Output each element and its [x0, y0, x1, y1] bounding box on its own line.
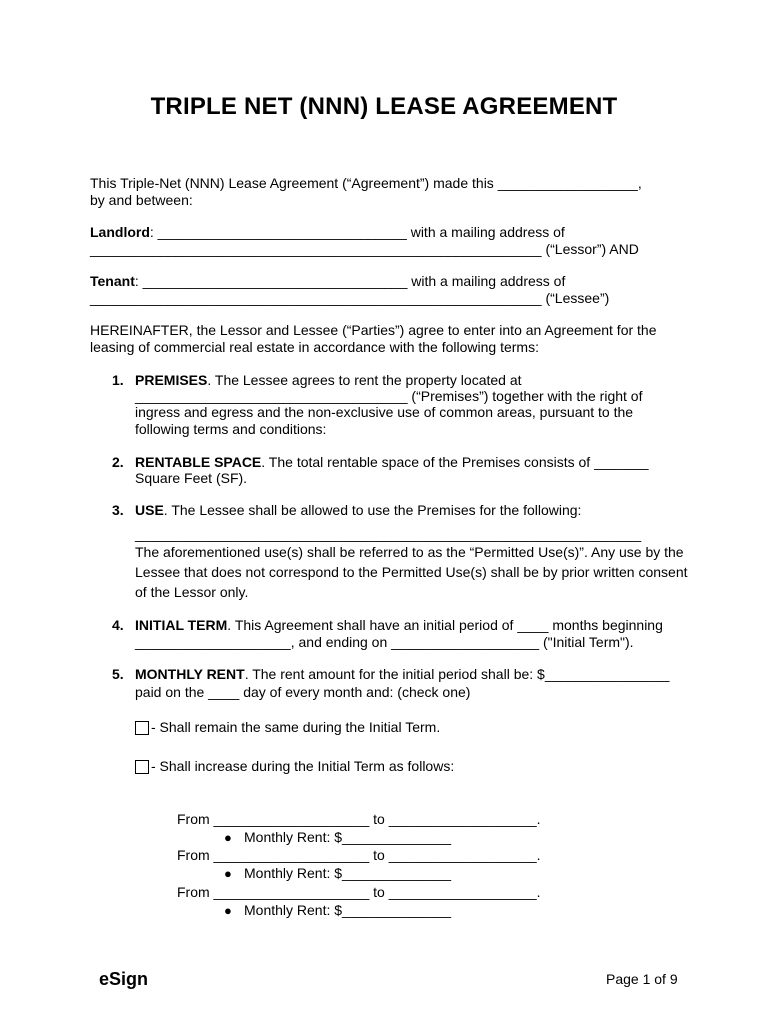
section-4-heading: INITIAL TERM	[135, 617, 228, 633]
bullet-icon: ●	[224, 903, 232, 918]
landlord-address-field: __________________________________________________________ (“Lessor”) AND	[90, 241, 639, 257]
section-2-line-2: Square Feet (SF).	[135, 470, 248, 486]
section-5-line-2: paid on the ____ day of every month and: (check one)	[135, 684, 471, 700]
landlord-line-1	[90, 224, 565, 241]
section-1-line-1: PREMISES. The Lessee agrees to rent the property located at	[135, 372, 522, 388]
section-3-heading: USE	[135, 502, 164, 518]
section-1-line-3: ingress and egress and the non-exclusive use of common areas, pursuant to the	[135, 404, 634, 420]
tenant-address-field: __________________________________________________________ (“Lessee”)	[90, 290, 610, 306]
increase-checkbox[interactable]	[135, 760, 149, 774]
section-2-number: 2.	[112, 454, 124, 470]
section-3-line-3: The aforementioned use(s) shall be referred to as the “Permitted Use(s)”. Any use by the	[135, 544, 684, 560]
tenant-line-1	[90, 273, 565, 290]
document-title: TRIPLE NET (NNN) LEASE AGREEMENT	[150, 93, 618, 120]
tenant-label: Tenant	[90, 273, 135, 289]
section-1-heading: PREMISES	[135, 372, 208, 388]
esign-logo: eSign	[99, 969, 149, 989]
remain-same-label: - Shall remain the same during the Initial Term.	[151, 719, 441, 735]
section-2-heading: RENTABLE SPACE	[135, 454, 262, 470]
section-3-line-4: Lessee that does not correspond to the Permitted Use(s) shall be by prior written consent	[135, 564, 688, 580]
section-5-number: 5.	[112, 666, 124, 682]
schedule-from-row-2: From ____________________ to ___________________.	[177, 847, 541, 863]
schedule-from-row-3: From ____________________ to ___________________.	[177, 884, 541, 900]
schedule-rent-row-1: Monthly Rent: $______________	[244, 829, 452, 845]
section-3-line-5: of the Lessor only.	[135, 584, 249, 600]
hereinafter-line-1: HEREINAFTER, the Lessor and Lessee (“Parties”) agree to enter into an Agreement for the	[90, 322, 657, 338]
section-5-line-1: MONTHLY RENT. The rent amount for the initial period shall be: $________________	[135, 666, 670, 682]
section-4-line-2: ____________________, and ending on ___________________ ("Initial Term").	[135, 634, 634, 650]
section-1-line-4: following terms and conditions:	[135, 421, 327, 437]
section-4-number: 4.	[112, 617, 124, 633]
intro-line-2: by and between:	[90, 192, 193, 208]
bullet-icon: ●	[224, 866, 232, 881]
landlord-name-field: : ________________________________ with a mailing address of	[149, 224, 565, 240]
tenant-name-field: : __________________________________ with a mailing address of	[134, 273, 566, 289]
landlord-label: Landlord	[90, 224, 150, 240]
bullet-icon: ●	[224, 830, 232, 845]
section-3-number: 3.	[112, 502, 124, 518]
schedule-rent-row-2: Monthly Rent: $______________	[244, 865, 452, 881]
section-3-use-field: _________________________________________________________________	[135, 526, 642, 542]
schedule-from-row-1: From ____________________ to ___________________.	[177, 811, 541, 827]
section-4-line-1: INITIAL TERM. This Agreement shall have an initial period of ____ months beginning	[135, 617, 663, 633]
section-5-heading: MONTHLY RENT	[135, 666, 245, 682]
section-1-number: 1.	[112, 372, 124, 388]
hereinafter-line-2: leasing of commercial real estate in accordance with the following terms:	[90, 339, 539, 355]
section-3-line-1: USE. The Lessee shall be allowed to use the Premises for the following:	[135, 502, 582, 518]
intro-line-1: This Triple-Net (NNN) Lease Agreement (“Agreement”) made this __________________,	[90, 175, 642, 191]
increase-label: - Shall increase during the Initial Term as follows:	[151, 758, 455, 774]
section-2-line-1: RENTABLE SPACE. The total rentable space of the Premises consists of _______	[135, 454, 649, 470]
remain-same-checkbox[interactable]	[135, 721, 149, 735]
page-number: Page 1 of 9	[606, 971, 678, 987]
schedule-rent-row-3: Monthly Rent: $______________	[244, 902, 452, 918]
section-1-line-2: ___________________________________ (“Premises”) together with the right of	[135, 388, 643, 404]
